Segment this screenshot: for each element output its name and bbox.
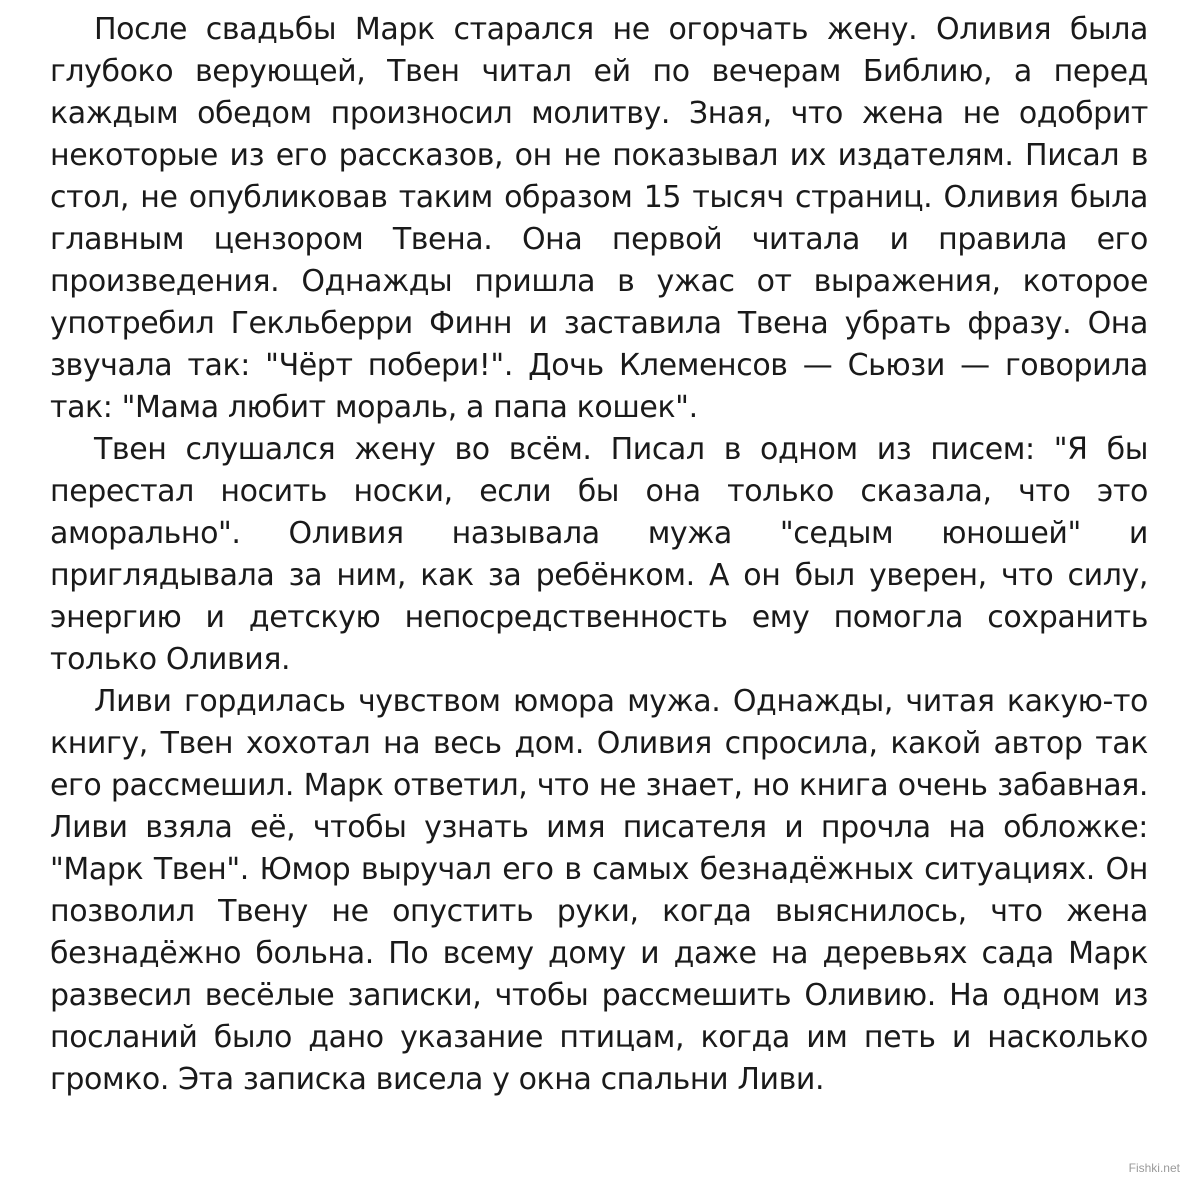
watermark: Fishki.net	[1128, 1161, 1180, 1175]
article-body	[50, 0, 1148, 1101]
paragraph-2: Твен слушался жену во всём. Писал в одном из писем: "Я бы перестал носить носки, если бы она только сказала, что это аморально". Оливия называла мужа "седым юношей" и приглядывала за ним, как за ребёнком. А он был уверен, что силу, энергию и детскую непосредственность ему помогла сохранить только Оливия.	[50, 432, 1148, 677]
paragraph-1: После свадьбы Марк старался не огорчать жену. Оливия была глубоко верующей, Твен читал ей по вечерам Библию, а перед каждым обедом произносил молитву. Зная, что жена не одобрит некоторые из его рассказов, он не показывал их издателям. Писал в стол, не опубликовав таким образом 15 тысяч страниц. Оливия была главным цензором Твена. Она первой читала и правила его произведения. Однажды пришла в ужас от выражения, которое употребил Гекльберри Финн и заставила Твена убрать фразу. Она звучала так: "Чёрт побери!". Дочь Клеменсов — Сьюзи — говорила так: "Мама любит мораль, а папа кошек".	[50, 12, 1148, 425]
paragraph-3: Ливи гордилась чувством юмора мужа. Однажды, читая какую-то книгу, Твен хохотал на весь дом. Оливия спросила, какой автор так его рассмешил. Марк ответил, что не знает, но книга очень забавная. Ливи взяла её, чтобы узнать имя писателя и прочла на обложке: "Марк Твен". Юмор выручал его в самых безнадёжных ситуациях. Он позволил Твену не опустить руки, когда выяснилось, что жена безнадёжно больна. По всему дому и даже на деревьях сада Марк развесил весёлые записки, чтобы рассмешить Оливию. На одном из посланий было дано указание птицам, когда им петь и насколько громко. Эта записка висела у окна спальни Ливи.	[50, 684, 1148, 1097]
clipped-previous-line	[50, 0, 1148, 4]
